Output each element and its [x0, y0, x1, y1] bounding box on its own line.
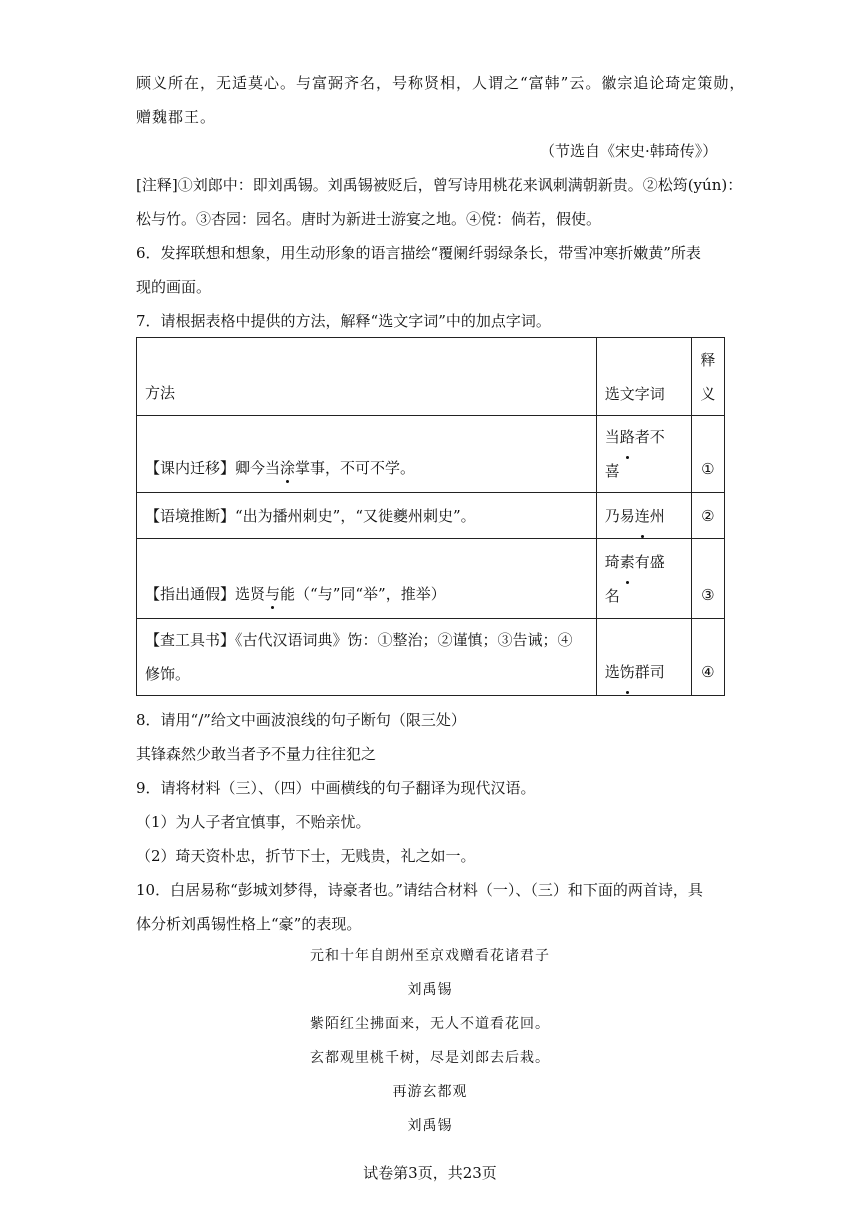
poem-1-title: 元和十年自朗州至京戏赠看花诸君子 — [310, 948, 550, 964]
row-2-answer: ② — [691, 493, 724, 539]
row-3-answer: ③ — [691, 539, 724, 619]
table-row — [137, 416, 725, 493]
header-word: 选文字词 — [596, 338, 691, 416]
notes-line-2: 松与竹。③杏园：园名。唐时为新进士游宴之地。④傥：倘若，假使。 — [136, 210, 602, 228]
table-header-row — [137, 338, 725, 416]
question-7-table — [136, 337, 725, 696]
passage-line-1: 顾义所在，无适莫心。与富弼齐名，号称贤相，人谓之“富韩”云。徽宗追论琦定策勋， — [136, 74, 746, 92]
question-9-item-2: （2）琦天资朴忠，折节下士，无贱贵，礼之如一。 — [136, 847, 476, 865]
table-row — [137, 493, 725, 539]
poem-1-line-1: 紫陌红尘拂面来，无人不道看花回。 — [310, 1016, 550, 1032]
row-4-answer: ④ — [691, 619, 724, 696]
header-meaning: 释 义 — [691, 338, 724, 416]
passage-line-2: 赠魏郡王。 — [136, 108, 217, 126]
poem-1-line-2: 玄都观里桃千树，尽是刘郎去后栽。 — [310, 1050, 550, 1066]
poem-2-author: 刘禹锡 — [407, 1118, 453, 1134]
row-1-answer: ① — [691, 416, 724, 493]
table-row — [137, 619, 725, 696]
poem-2-title: 再游玄都观 — [392, 1084, 468, 1100]
row-2-word: 乃易连州 — [596, 493, 691, 539]
question-9-prompt: 9．请将材料（三）、（四）中画横线的句子翻译为现代汉语。 — [136, 779, 536, 797]
poem-1-author: 刘禹锡 — [407, 982, 453, 998]
row-1-method: 【课内迁移】卿今当涂掌事，不可不学。 — [137, 416, 597, 493]
row-3-method: 【指出通假】选贤与能（“与”同“举”，推举） — [137, 539, 597, 619]
table-row — [137, 539, 725, 619]
row-1-word: 当路者不 喜 — [596, 416, 691, 493]
row-4-method: 【查工具书】《古代汉语词典》饬：①整治；②谨慎；③告诫；④ 修饰。 — [137, 619, 597, 696]
question-8-sentence: 其锋森然少敢当者予不量力往往犯之 — [136, 745, 377, 763]
question-6-line-2: 现的画面。 — [136, 278, 212, 296]
question-10-line-2: 体分析刘禹锡性格上“豪”的表现。 — [136, 915, 362, 933]
question-6-line-1: 6．发挥联想和想象，用生动形象的语言描绘“覆阑纤弱绿条长，带雪冲寒折嫩黄”所表 — [136, 244, 701, 262]
question-7-prompt: 7．请根据表格中提供的方法，解释“选文字词”中的加点字词。 — [136, 312, 551, 330]
header-method: 方法 — [137, 338, 597, 416]
row-2-method: 【语境推断】“出为播州刺史”，“又徙夔州刺史”。 — [137, 493, 597, 539]
row-4-word: 选饬群司 — [596, 619, 691, 696]
page-footer: 试卷第3页，共23页 — [363, 1164, 497, 1182]
question-9-item-1: （1）为人子者宜慎事，不贻亲忧。 — [136, 813, 371, 831]
question-10-line-1: 10．白居易称“彭城刘梦得，诗豪者也。”请结合材料（一）、（三）和下面的两首诗，具 — [136, 881, 703, 899]
row-3-word: 琦素有盛 名 — [596, 539, 691, 619]
question-8-prompt: 8．请用“/”给文中画波浪线的句子断句（限三处） — [136, 711, 466, 729]
passage-source: （节选自《宋史·韩琦传》） — [540, 142, 718, 160]
notes-line-1: [注释]①刘郎中：即刘禹锡。刘禹锡被贬后，曾写诗用桃花来讽刺满朝新贵。②松筠(yún)： — [136, 176, 743, 194]
